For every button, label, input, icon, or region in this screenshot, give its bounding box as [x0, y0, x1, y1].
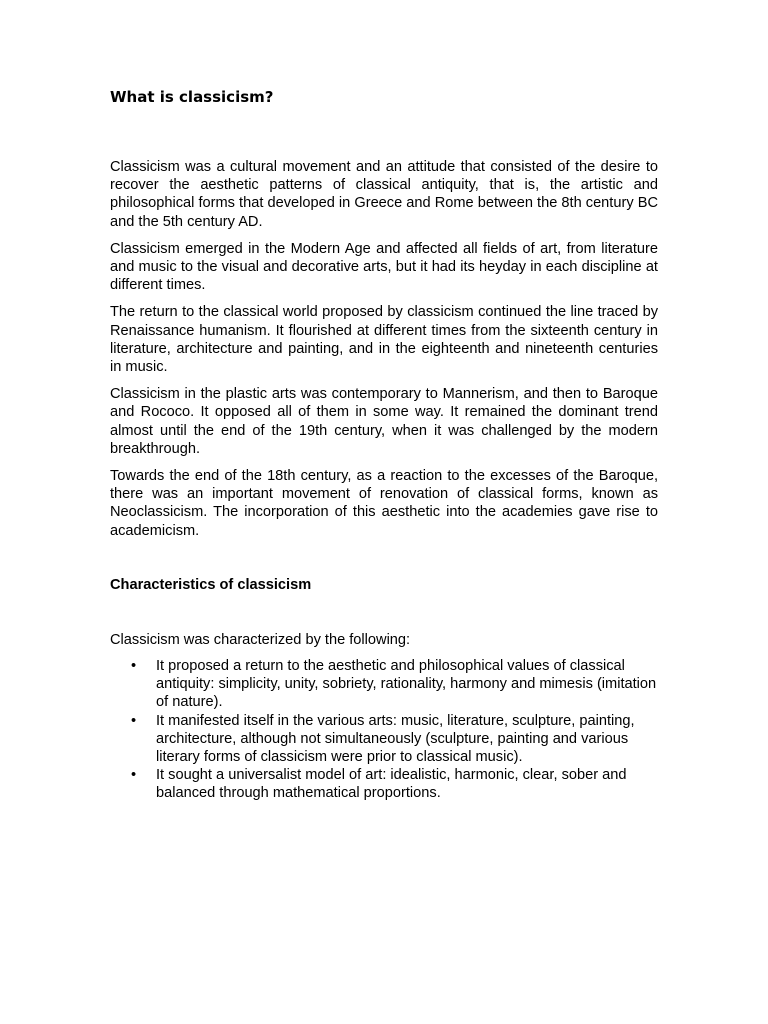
list-item: [110, 657, 658, 712]
list-item-text: It manifested itself in the various arts: music, literature, sculpture, painting, architecture, although not simultaneously (sculpture, painting and various literary forms of classicism were prior to classical music).: [156, 712, 635, 766]
list-item: [110, 712, 658, 767]
characteristics-list: [110, 657, 658, 803]
bullet-icon: •: [131, 658, 137, 675]
list-item-text: It proposed a return to the aesthetic and philosophical values of classical antiquity: simplicity, unity, sobriety, rationality, harmony and mimesis (imitation of nature).: [156, 658, 657, 711]
bullet-icon: •: [131, 767, 137, 784]
paragraph: Classicism emerged in the Modern Age and affected all fields of art, from literature and music to the visual and decorative arts, but it had its heyday in each discipline at different times.: [110, 240, 658, 294]
bullet-icon: •: [131, 712, 137, 729]
page-title: What is classicism?: [110, 88, 274, 106]
paragraph: The return to the classical world proposed by classicism continued the line traced by Renaissance humanism. It flourished at different times from the sixteenth century in literature, architecture and painting, and in the eighteenth and nineteenth centuries in music.: [110, 304, 658, 376]
list-item: [110, 766, 658, 802]
paragraph: Classicism was a cultural movement and an attitude that consisted of the desire to recover the aesthetic patterns of classical antiquity, that is, the artistic and philosophical forms that developed in Greece and Rome between the 8th century BC and the 5th century AD.: [110, 159, 658, 230]
list-item-text: It sought a universalist model of art: idealistic, harmonic, clear, sober and balanced through mathematical proportions.: [156, 767, 627, 802]
paragraph: Towards the end of the 18th century, as a reaction to the excesses of the Baroque, there was an important movement of renovation of classical forms, known as Neoclassicism. The incorporation of this aesthetic into the academies gave rise to academicism.: [110, 468, 658, 539]
paragraph: Classicism in the plastic arts was contemporary to Mannerism, and then to Baroque and Rococo. It opposed all of them in some way. It remained the dominant trend almost until the end of the 19th century, when it was challenged by the modern breakthrough.: [110, 386, 658, 457]
section-title: Characteristics of classicism: [110, 576, 312, 593]
list-intro: Classicism was characterized by the following:: [110, 631, 411, 648]
document-body: [110, 87, 658, 803]
